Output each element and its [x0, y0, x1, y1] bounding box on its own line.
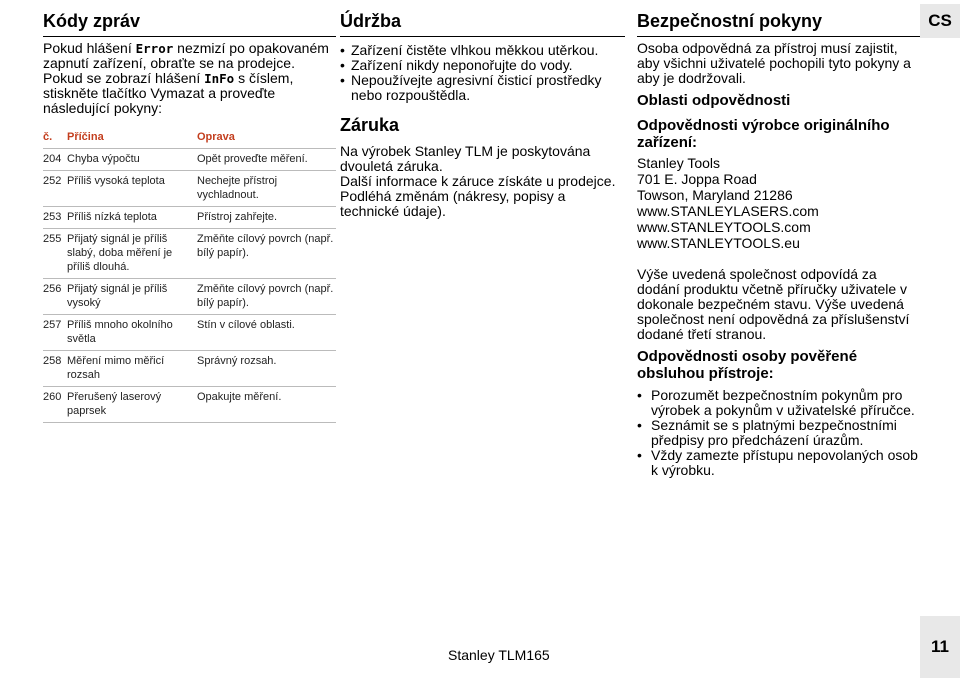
language-tab: CS [920, 4, 960, 38]
table-row [43, 315, 336, 351]
header-cause: Příčina [67, 131, 104, 143]
cause-cell: Příliš nízká teplota [67, 211, 157, 223]
page-number: 11 [920, 616, 960, 678]
table-row [43, 387, 336, 423]
safety-section [637, 8, 920, 478]
address-line: Towson, Maryland 21286 [637, 187, 793, 203]
code-cell: 255 [43, 233, 62, 245]
cause-cell: Příliš vysoká teplota [67, 175, 165, 187]
fix-cell: Stín v cílové oblasti. [197, 319, 295, 331]
table-row [43, 171, 336, 207]
list-item: • Zařízení čistěte vlhkou měkkou utěrkou. [340, 43, 625, 58]
list-item: • Zařízení nikdy neponořujte do vody. [340, 58, 625, 73]
error-intro-paragraph: Pokud hlášení Error nezmizí po opakovaném zapnutí zařízení, obraťte se na prodejce. [43, 40, 329, 71]
address-line: Stanley Tools [637, 155, 721, 171]
message-codes-section [43, 8, 336, 423]
heading-rule [637, 36, 920, 37]
code-cell: 253 [43, 211, 62, 223]
changes-notice: Podléhá změnám (nákresy, popisy a technické údaje). [340, 188, 566, 219]
maintenance-section [340, 8, 625, 219]
manufacturer-disclaimer: Výše uvedená společnost odpovídá za dodání produktu včetně příručky uživatele v dokonale bezpečném stavu. Výše uvedená společnost není odpovědná za příslušenství dodané třetí stranou. [637, 266, 910, 342]
message-codes-table [43, 128, 336, 423]
responsibility-heading: Oblasti odpovědnosti [637, 92, 791, 109]
cause-cell: Příliš mnoho okolního světla [67, 319, 173, 345]
info-intro-paragraph: Pokud se zobrazí hlášení InFo s číslem, stiskněte tlačítko Vymazat a proveďte následující pokyny: [43, 70, 294, 116]
warranty-dealer-text: Další informace k záruce získáte u prodejce. [340, 173, 616, 189]
fix-cell: Přístroj zahřejte. [197, 211, 278, 223]
address-line: 701 E. Joppa Road [637, 171, 757, 187]
table-row [43, 279, 336, 315]
table-row [43, 207, 336, 229]
code-cell: 252 [43, 175, 62, 187]
website-link: www.STANLEYTOOLS.com [637, 219, 811, 235]
list-item: • Seznámit se s platnými bezpečnostními předpisy pro předcházení úrazům. [637, 418, 920, 448]
website-link: www.STANLEYTOOLS.eu [637, 235, 800, 251]
code-cell: 204 [43, 153, 62, 165]
cause-cell: Přijatý signál je příliš vysoký [67, 283, 168, 309]
cause-cell: Přijatý signál je příliš slabý, doba měření je příliš dlouhá. [67, 233, 173, 273]
table-row [43, 149, 336, 171]
fix-cell: Změňte cílový povrch (např. bílý papír). [197, 233, 334, 259]
footer-product-name: Stanley TLM165 [448, 647, 550, 663]
cause-cell: Měření mimo měřicí rozsah [67, 355, 165, 381]
heading-rule [43, 36, 336, 37]
list-item: • Porozumět bezpečnostním pokynům pro výrobek a pokynům v uživatelské příručce. [637, 388, 920, 418]
code-cell: 257 [43, 319, 62, 331]
warranty-heading: Záruka [340, 115, 400, 135]
header-fix: Oprava [197, 131, 235, 143]
table-row [43, 351, 336, 387]
fix-cell: Opakujte měření. [197, 391, 282, 403]
safety-heading: Bezpečnostní pokyny [637, 11, 823, 31]
maintenance-heading: Údržba [340, 11, 402, 31]
operator-responsibility-heading: Odpovědnosti osoby pověřené obsluhou přístroje: [637, 348, 858, 382]
warranty-text: Na výrobek Stanley TLM je poskytována dvouletá záruka. [340, 143, 591, 174]
cause-cell: Přerušený laserový paprsek [67, 391, 162, 417]
heading-rule [340, 36, 625, 37]
operator-responsibility-list [637, 388, 920, 478]
fix-cell: Správný rozsah. [197, 355, 277, 367]
cause-cell: Chyba výpočtu [67, 153, 140, 165]
table-row [43, 229, 336, 279]
code-cell: 260 [43, 391, 62, 403]
list-item: • Nepoužívejte agresivní čisticí prostředky nebo rozpouštědla. [340, 73, 625, 103]
fix-cell: Nechejte přístroj vychladnout. [197, 175, 278, 201]
header-number: č. [43, 131, 53, 143]
manufacturer-address [637, 155, 920, 251]
code-cell: 258 [43, 355, 62, 367]
website-link: www.STANLEYLASERS.com [637, 203, 819, 219]
safety-intro: Osoba odpovědná za přístroj musí zajistit, aby všichni uživatelé pochopili tyto pokyny a aby je dodržovali. [637, 40, 911, 86]
fix-cell: Opět proveďte měření. [197, 153, 308, 165]
message-codes-heading: Kódy zpráv [43, 11, 141, 31]
list-item: • Vždy zamezte přístupu nepovolaných osob k výrobku. [637, 448, 920, 478]
code-cell: 256 [43, 283, 62, 295]
fix-cell: Změňte cílový povrch (např. bílý papír). [197, 283, 334, 309]
manufacturer-responsibility-heading: Odpovědnosti výrobce originálního zařízení: [637, 117, 890, 151]
maintenance-list [340, 43, 625, 103]
table-header-row [43, 128, 336, 149]
